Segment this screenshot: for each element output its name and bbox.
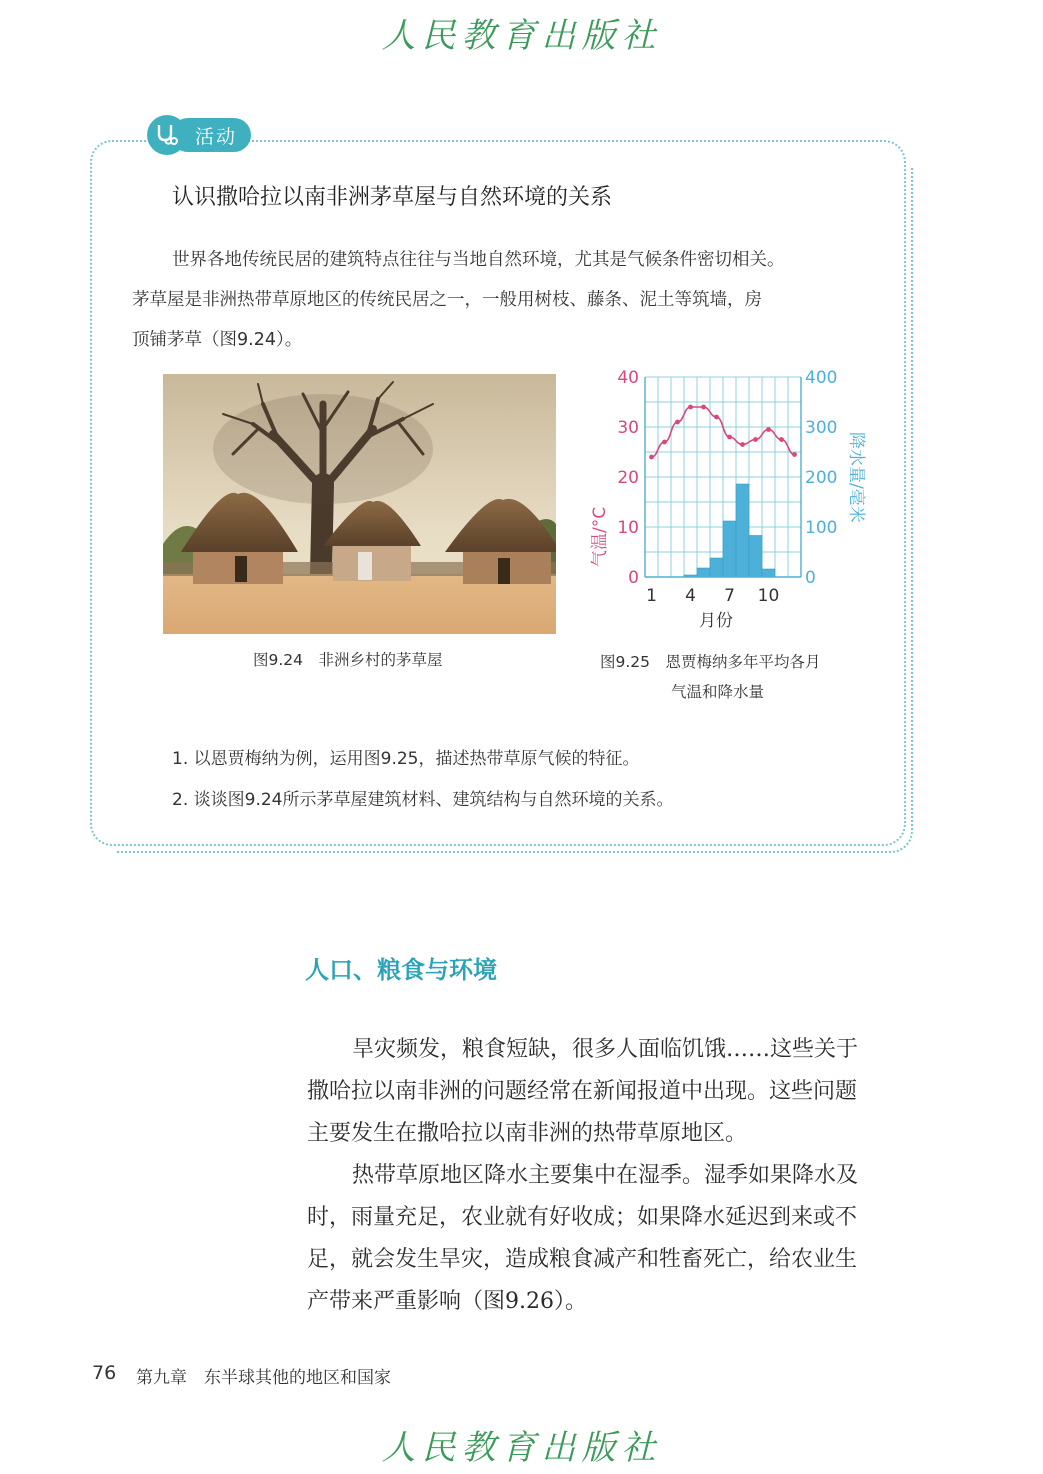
intro-line-3: 顶铺茅草（图9.24）。 (132, 330, 303, 350)
temperature-point (779, 437, 784, 442)
paragraph2-line-4: 产带来严重影响（图9.26）。 (307, 1289, 587, 1314)
temperature-point (701, 405, 706, 410)
stethoscope-icon (147, 115, 187, 155)
temperature-point (740, 442, 745, 447)
y-right-tick-label: 100 (805, 518, 838, 538)
precipitation-bar (710, 558, 723, 577)
chart-caption-line-2: 气温和降水量 (671, 683, 765, 701)
precipitation-bar (749, 536, 762, 578)
intro-line-2: 茅草屋是非洲热带草原地区的传统民居之一，一般用树枝、藤条、泥土等筑墙，房 (132, 290, 762, 310)
temperature-point (714, 415, 719, 420)
y-left-tick-label: 20 (617, 468, 639, 488)
precipitation-bar (736, 484, 749, 577)
section-heading: 人口、粮食与环境 (305, 955, 497, 984)
x-tick-label: 7 (724, 586, 735, 606)
y-right-tick-label: 200 (805, 468, 838, 488)
x-axis-label: 月份 (699, 611, 733, 631)
temperature-point (792, 452, 797, 457)
chapter-title: 第九章 东半球其他的地区和国家 (136, 1368, 391, 1388)
precipitation-bar (762, 569, 775, 577)
intro-line-1: 世界各地传统民居的建筑特点往往与当地自然环境，尤其是气候条件密切相关。 (172, 250, 785, 270)
paragraph2-line-3: 足，就会发生旱灾，造成粮食减产和牲畜死亡，给农业生 (307, 1247, 858, 1272)
chart-caption-line-1: 图9.25 恩贾梅纳多年平均各月 (600, 653, 821, 671)
paragraph2-line-2: 时，雨量充足，农业就有好收成；如果降水延迟到来或不 (307, 1205, 858, 1230)
activity-tag (147, 112, 251, 158)
precipitation-bar (697, 568, 710, 577)
y-right-tick-label: 300 (805, 418, 838, 438)
temperature-point (649, 455, 654, 460)
y-left-tick-label: 40 (617, 368, 639, 388)
y-axis-right-label: 降水量/毫米 (846, 432, 866, 523)
temperature-point (766, 427, 771, 432)
precipitation-bar (723, 521, 736, 577)
temperature-point (675, 420, 680, 425)
x-tick-label: 1 (646, 586, 657, 606)
question-2: 2. 谈谈图9.24所示茅草屋建筑材料、建筑结构与自然环境的关系。 (172, 790, 674, 810)
temperature-point (727, 435, 732, 440)
question-1: 1. 以恩贾梅纳为例，运用图9.25，描述热带草原气候的特征。 (172, 749, 640, 769)
temperature-point (688, 405, 693, 410)
y-left-tick-label: 30 (617, 418, 639, 438)
x-tick-label: 4 (685, 586, 696, 606)
temperature-point (753, 437, 758, 442)
paragraph1-line-2: 撒哈拉以南非洲的问题经常在新闻报道中出现。这些问题 (307, 1079, 858, 1104)
precipitation-bars (684, 484, 775, 577)
x-tick-label: 10 (757, 586, 780, 606)
publisher-footer: 人民教育出版社 (381, 1428, 662, 1468)
publisher-header: 人民教育出版社 (381, 16, 662, 56)
y-right-tick-label: 400 (805, 368, 838, 388)
y-right-tick-label: 0 (805, 568, 816, 588)
y-left-tick-label: 0 (628, 568, 639, 588)
y-axis-left-label: 气温/°C (590, 506, 610, 567)
temperature-point (662, 440, 667, 445)
photo-caption: 图9.24 非洲乡村的茅草屋 (253, 651, 443, 669)
y-left-tick-label: 10 (617, 518, 639, 538)
thatched-huts-photo (163, 374, 556, 634)
paragraph2-line-1: 热带草原地区降水主要集中在湿季。湿季如果降水及 (352, 1163, 859, 1188)
activity-title: 认识撒哈拉以南非洲茅草屋与自然环境的关系 (172, 185, 613, 210)
climate-chart (585, 362, 885, 638)
paragraph1-line-3: 主要发生在撒哈拉以南非洲的热带草原地区。 (307, 1121, 748, 1146)
activity-tag-label: 活动 (171, 118, 251, 152)
page-number: 76 (92, 1362, 117, 1384)
paragraph1-line-1: 旱灾频发，粮食短缺，很多人面临饥饿……这些关于 (352, 1037, 859, 1062)
